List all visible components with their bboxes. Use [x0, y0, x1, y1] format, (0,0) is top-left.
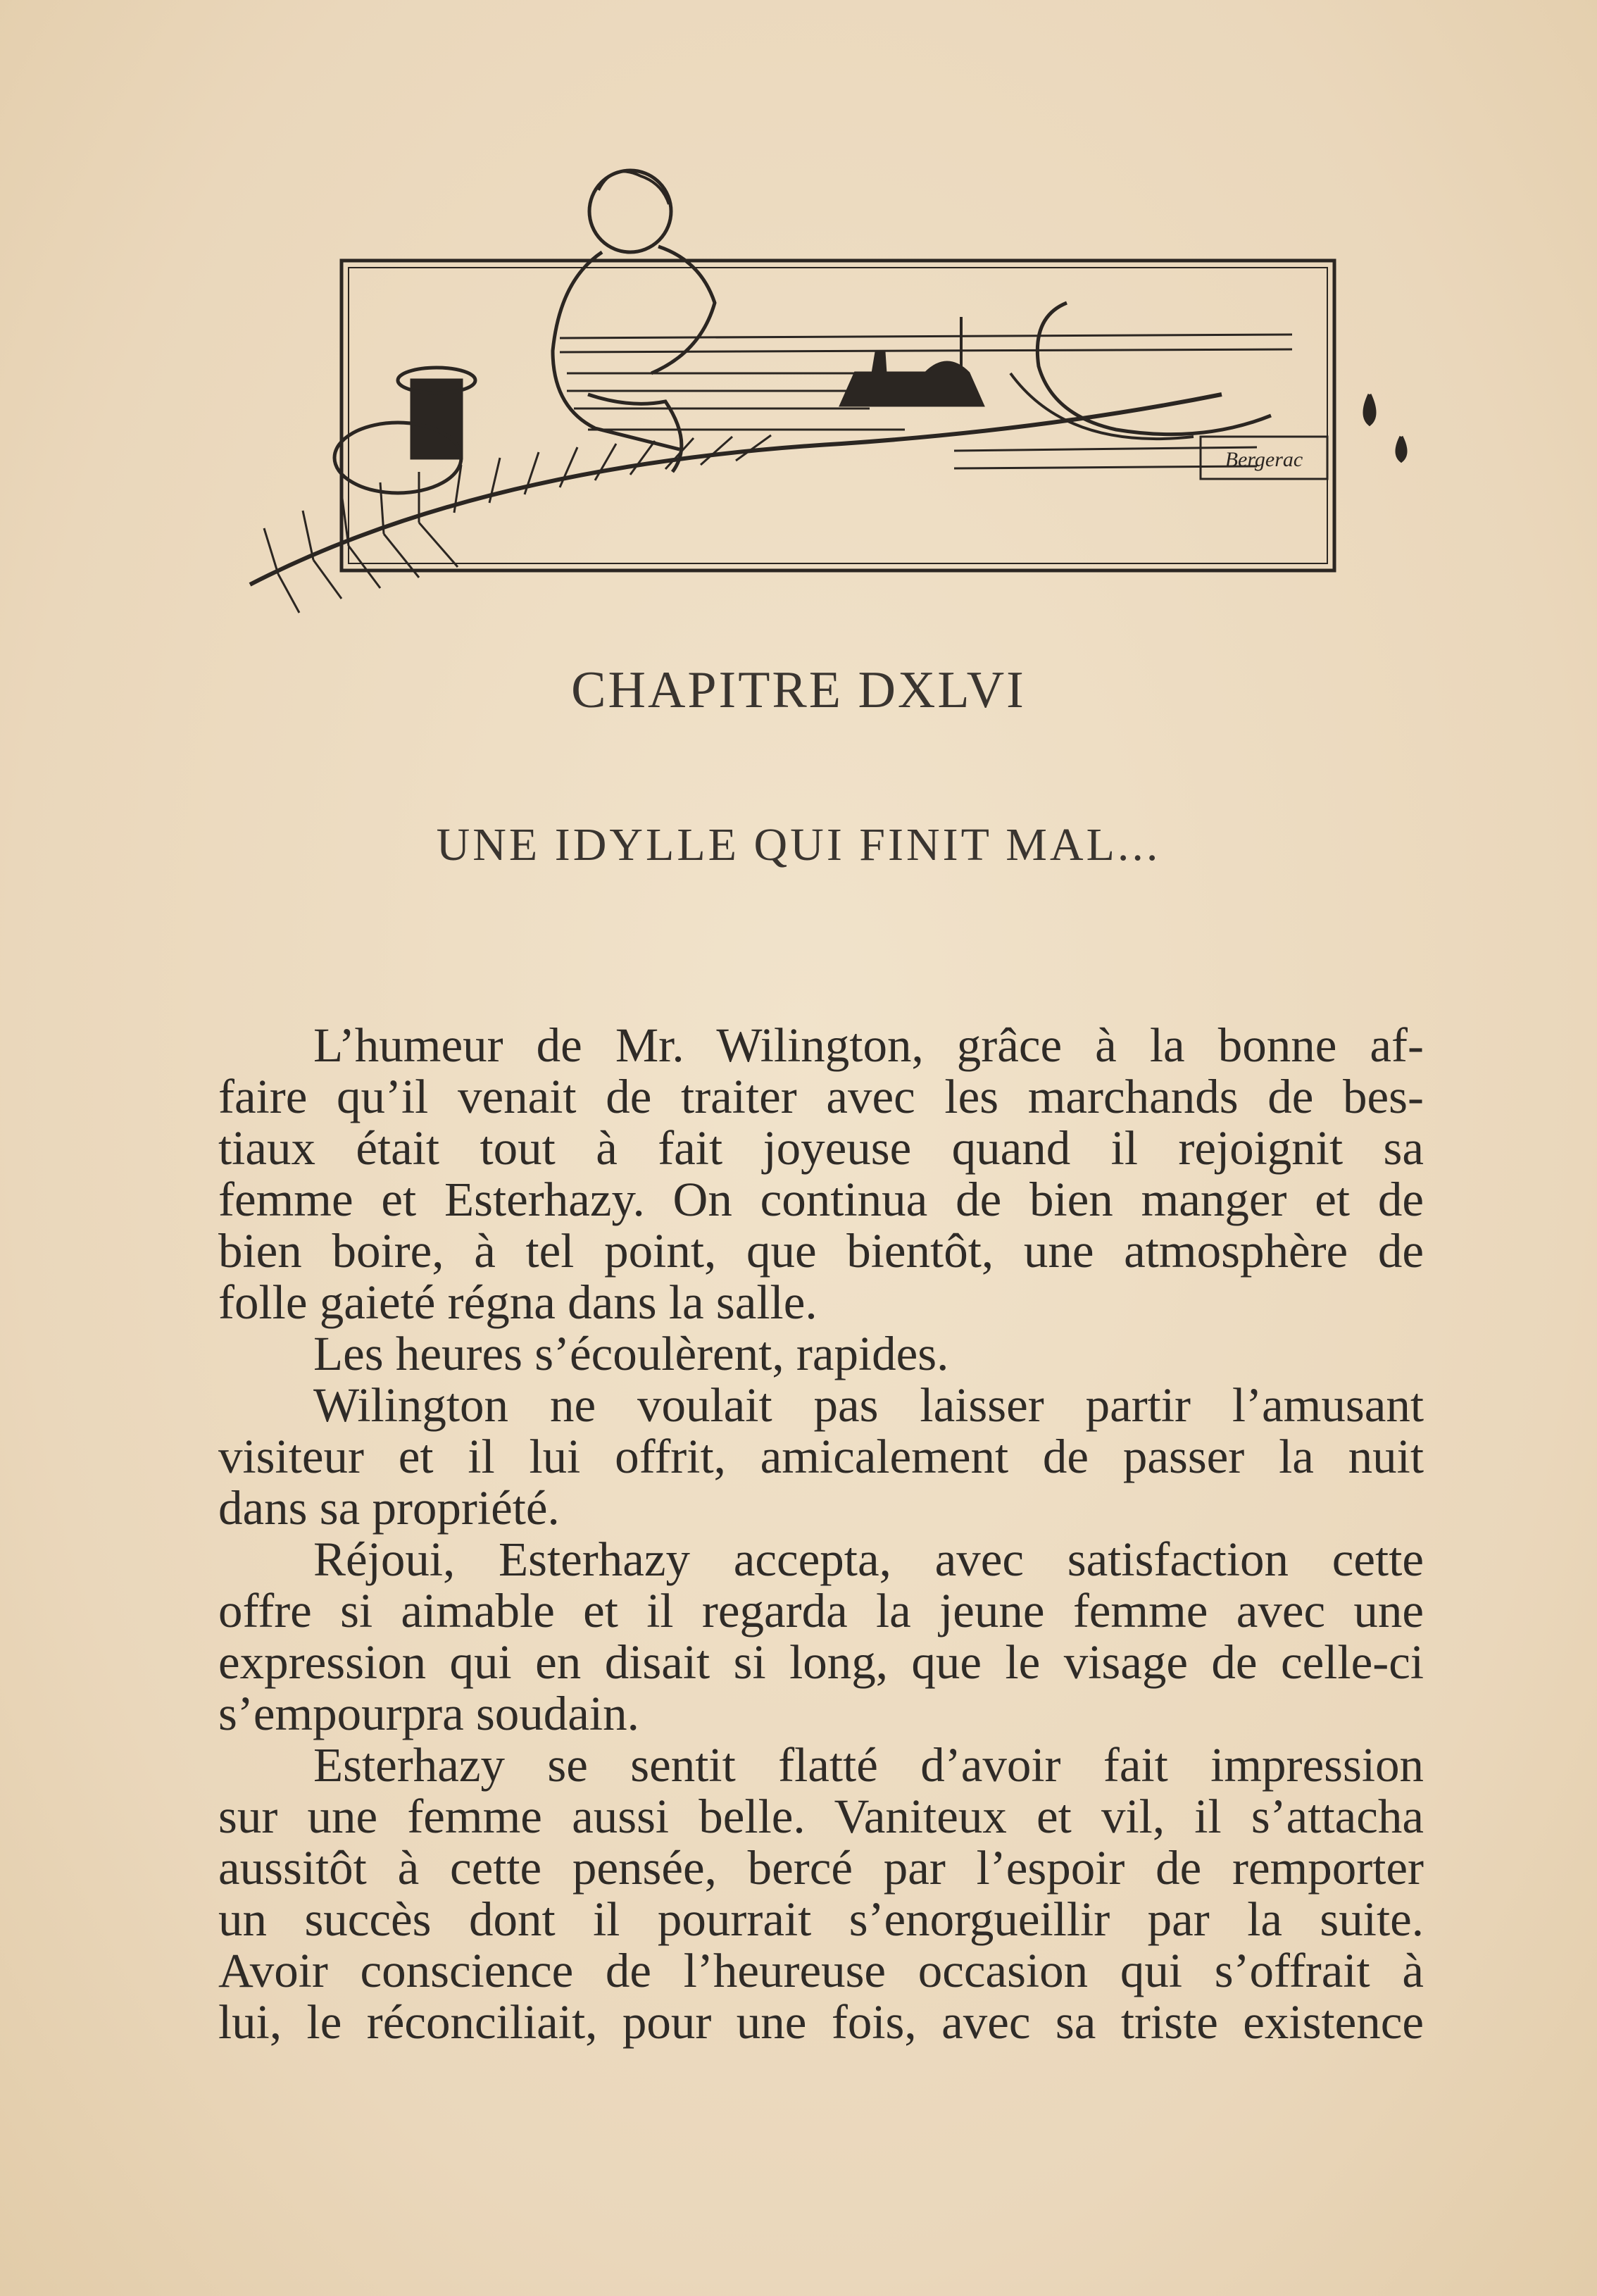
text-line: expression qui en disait si long, que le visage de celle-ci — [218, 1635, 1424, 1689]
text-line: faire qu’il venait de traiter avec les marchands de bes- — [218, 1070, 1424, 1123]
text-line: Esterhazy se sentit flatté d’avoir fait impression — [313, 1738, 1424, 1792]
chapter-body-text — [218, 1020, 1424, 2048]
chapter-number: CHAPITRE DXLVI — [571, 661, 1026, 719]
text-line: sur une femme aussi belle. Vaniteux et vil, il s’attacha — [218, 1790, 1424, 1843]
text-line: s’empourpra soudain. — [218, 1687, 639, 1740]
text-line: visiteur et il lui offrit, amicalement de passer la nuit — [218, 1430, 1424, 1483]
text-line: un succès dont il pourrait s’enorgueillir par la suite. — [218, 1892, 1424, 1946]
text-line: Avoir conscience de l’heureuse occasion qui s’offrait à — [218, 1944, 1424, 1997]
chapter-title: UNE IDYLLE QUI FINIT MAL... — [436, 819, 1161, 871]
text-line: aussitôt à cette pensée, bercé par l’espoir de remporter — [218, 1841, 1424, 1895]
text-line: folle gaieté régna dans la salle. — [218, 1275, 818, 1329]
illustration-signature: Bergerac — [1225, 448, 1303, 471]
text-line: dans sa propriété. — [218, 1481, 560, 1535]
text-line: offre si aimable et il regarda la jeune femme avec une — [218, 1584, 1424, 1637]
text-line: lui, le réconciliait, pour une fois, avec sa triste existence — [218, 1995, 1424, 2049]
text-line: L’humeur de Mr. Wilington, grâce à la bonne af- — [313, 1018, 1424, 1072]
text-line: femme et Esterhazy. On continua de bien manger et de — [218, 1173, 1424, 1226]
text-line: Réjoui, Esterhazy accepta, avec satisfaction cette — [313, 1533, 1424, 1586]
text-line: Wilington ne voulait pas laisser partir l’amusant — [313, 1378, 1424, 1432]
text-line: tiaux était tout à fait joyeuse quand il rejoignit sa — [218, 1121, 1424, 1175]
text-line: bien boire, à tel point, que bientôt, une atmosphère de — [218, 1224, 1424, 1278]
text-line: Les heures s’écoulèrent, rapides. — [313, 1327, 949, 1380]
chapter-vignette-illustration — [236, 162, 1419, 627]
